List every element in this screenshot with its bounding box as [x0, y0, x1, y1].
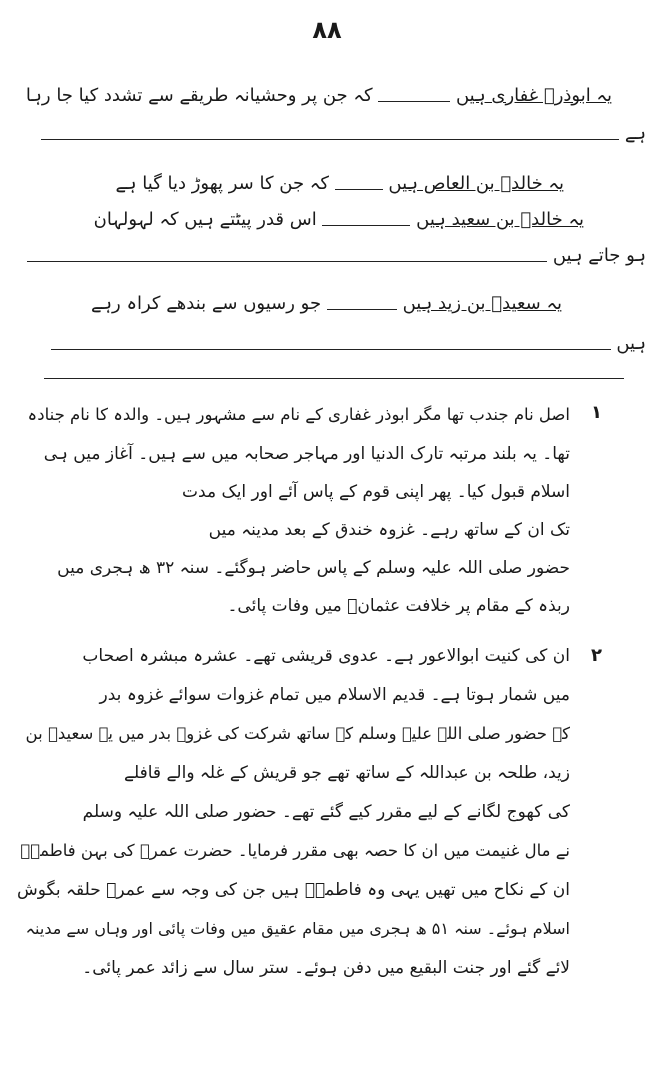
footnote-2-line-3: کے حضور صلی اللہ علیہ وسلم کے ساتھ شرکت کی غزوہ بدر میں یہ سعیدؓ بن [25, 724, 570, 743]
main-line-4-a: یہ خالدؓ بن سعید ہیں [416, 209, 584, 230]
footnote-2-line-1: ان کی کنیت ابوالاعور ہے۔ عدوی قریشی تھے۔ عشرہ مبشرہ اصحاب [82, 646, 570, 666]
footnote-1-line-6: ربذہ کے مقام پر خلافت عثمانؓ میں وفات پائی۔ [227, 596, 570, 616]
main-line-2-a: ہے [624, 123, 646, 144]
footnote-2-line-7: ان کے نکاح میں تھیں یہی وہ فاطمہؓ ہیں جن کی وجہ سے عمرؓ حلقہ بگوش [16, 880, 570, 900]
main-line-2 [41, 122, 646, 146]
main-line-6-b: جو رسیوں سے بندھے کراہ رہے [90, 293, 322, 314]
main-line-4 [94, 208, 584, 232]
blank-3 [335, 179, 383, 190]
main-line-1-b: کہ جن پر وحشیانہ طریقے سے تشدد کیا جا رہا [25, 85, 373, 106]
footnote-1-line-2: تھا۔ یہ بلند مرتبہ تارک الدنیا اور مہاجر صحابہ میں سے ہیں۔ آغاز میں ہی [43, 444, 570, 464]
main-line-3-b: کہ جن کا سر پھوڑ دیا گیا ہے [115, 173, 329, 194]
footnote-1-marker: ۱ [591, 402, 602, 423]
footnote-2-line-6: نے مال غنیمت میں ان کا حصہ بھی مقرر فرمایا۔ حضرت عمرؓ کی بہن فاطمہؓ [20, 841, 570, 860]
footnote-2-line-2: میں شمار ہوتا ہے۔ قدیم الاسلام میں تمام غزوات سوائے غزوہ بدر [99, 685, 570, 705]
footnote-2-line-5: کی کھوج لگانے کے لیے مقرر کیے گئے تھے۔ حضور صلی اللہ علیہ وسلم [82, 802, 570, 822]
footnote-divider [44, 378, 624, 379]
main-line-7 [51, 332, 646, 356]
page-number: ۸۸ [312, 16, 342, 44]
main-line-7-a: ہیں [616, 333, 646, 354]
blank-4 [322, 215, 410, 226]
main-line-1-a: یہ ابوذرؓ غفاری ہیں [455, 85, 612, 106]
footnote-2-line-4: زید، طلحہ بن عبداللہ کے ساتھ تھے جو قریش کے غلہ والے قافلے [124, 763, 570, 783]
main-line-5-a: ہو جاتے ہیں [552, 245, 646, 266]
main-line-4-b: اس قدر پیٹتے ہیں کہ لہولہان [93, 209, 317, 230]
main-line-3-a: یہ خالدؓ بن العاص ہیں [388, 173, 564, 194]
footnote-2-marker: ۲ [591, 645, 602, 666]
blank-1 [378, 91, 450, 102]
footnote-1-line-4: تک ان کے ساتھ رہے۔ غزوہ خندق کے بعد مدینہ میں [208, 520, 570, 540]
footnote-2-line-9: لائے گئے اور جنت البقیع میں دفن ہوئے۔ ستر سال سے زائد عمر پائی۔ [82, 958, 570, 978]
footnote-1-line-1: اصل نام جندب تھا مگر ابوذر غفاری کے نام سے مشہور ہیں۔ والدہ کا نام جنادہ [27, 405, 570, 424]
blank-2 [41, 129, 619, 140]
blank-5 [27, 251, 547, 262]
footnote-1-line-5: حضور صلی اللہ علیہ وسلم کے پاس حاضر ہوگئے۔ سنہ ۳۲ ھ ہجری میں [57, 558, 570, 578]
blank-6 [327, 299, 397, 310]
main-line-6-a: یہ سعیدؓ بن زید ہیں [402, 293, 562, 314]
main-line-6 [91, 292, 562, 316]
footnote-2-line-8: اسلام ہوئے۔ سنہ ۵۱ ھ ہجری میں مقام عقیق میں وفات پائی اور وہاں سے مدینہ [25, 919, 570, 938]
blank-7 [51, 339, 611, 350]
main-line-1 [26, 84, 612, 108]
main-line-3 [115, 172, 564, 196]
footnote-1-line-3: اسلام قبول کیا۔ پھر اپنی قوم کے پاس آئے اور ایک مدت [182, 482, 570, 502]
main-line-5 [27, 244, 646, 268]
